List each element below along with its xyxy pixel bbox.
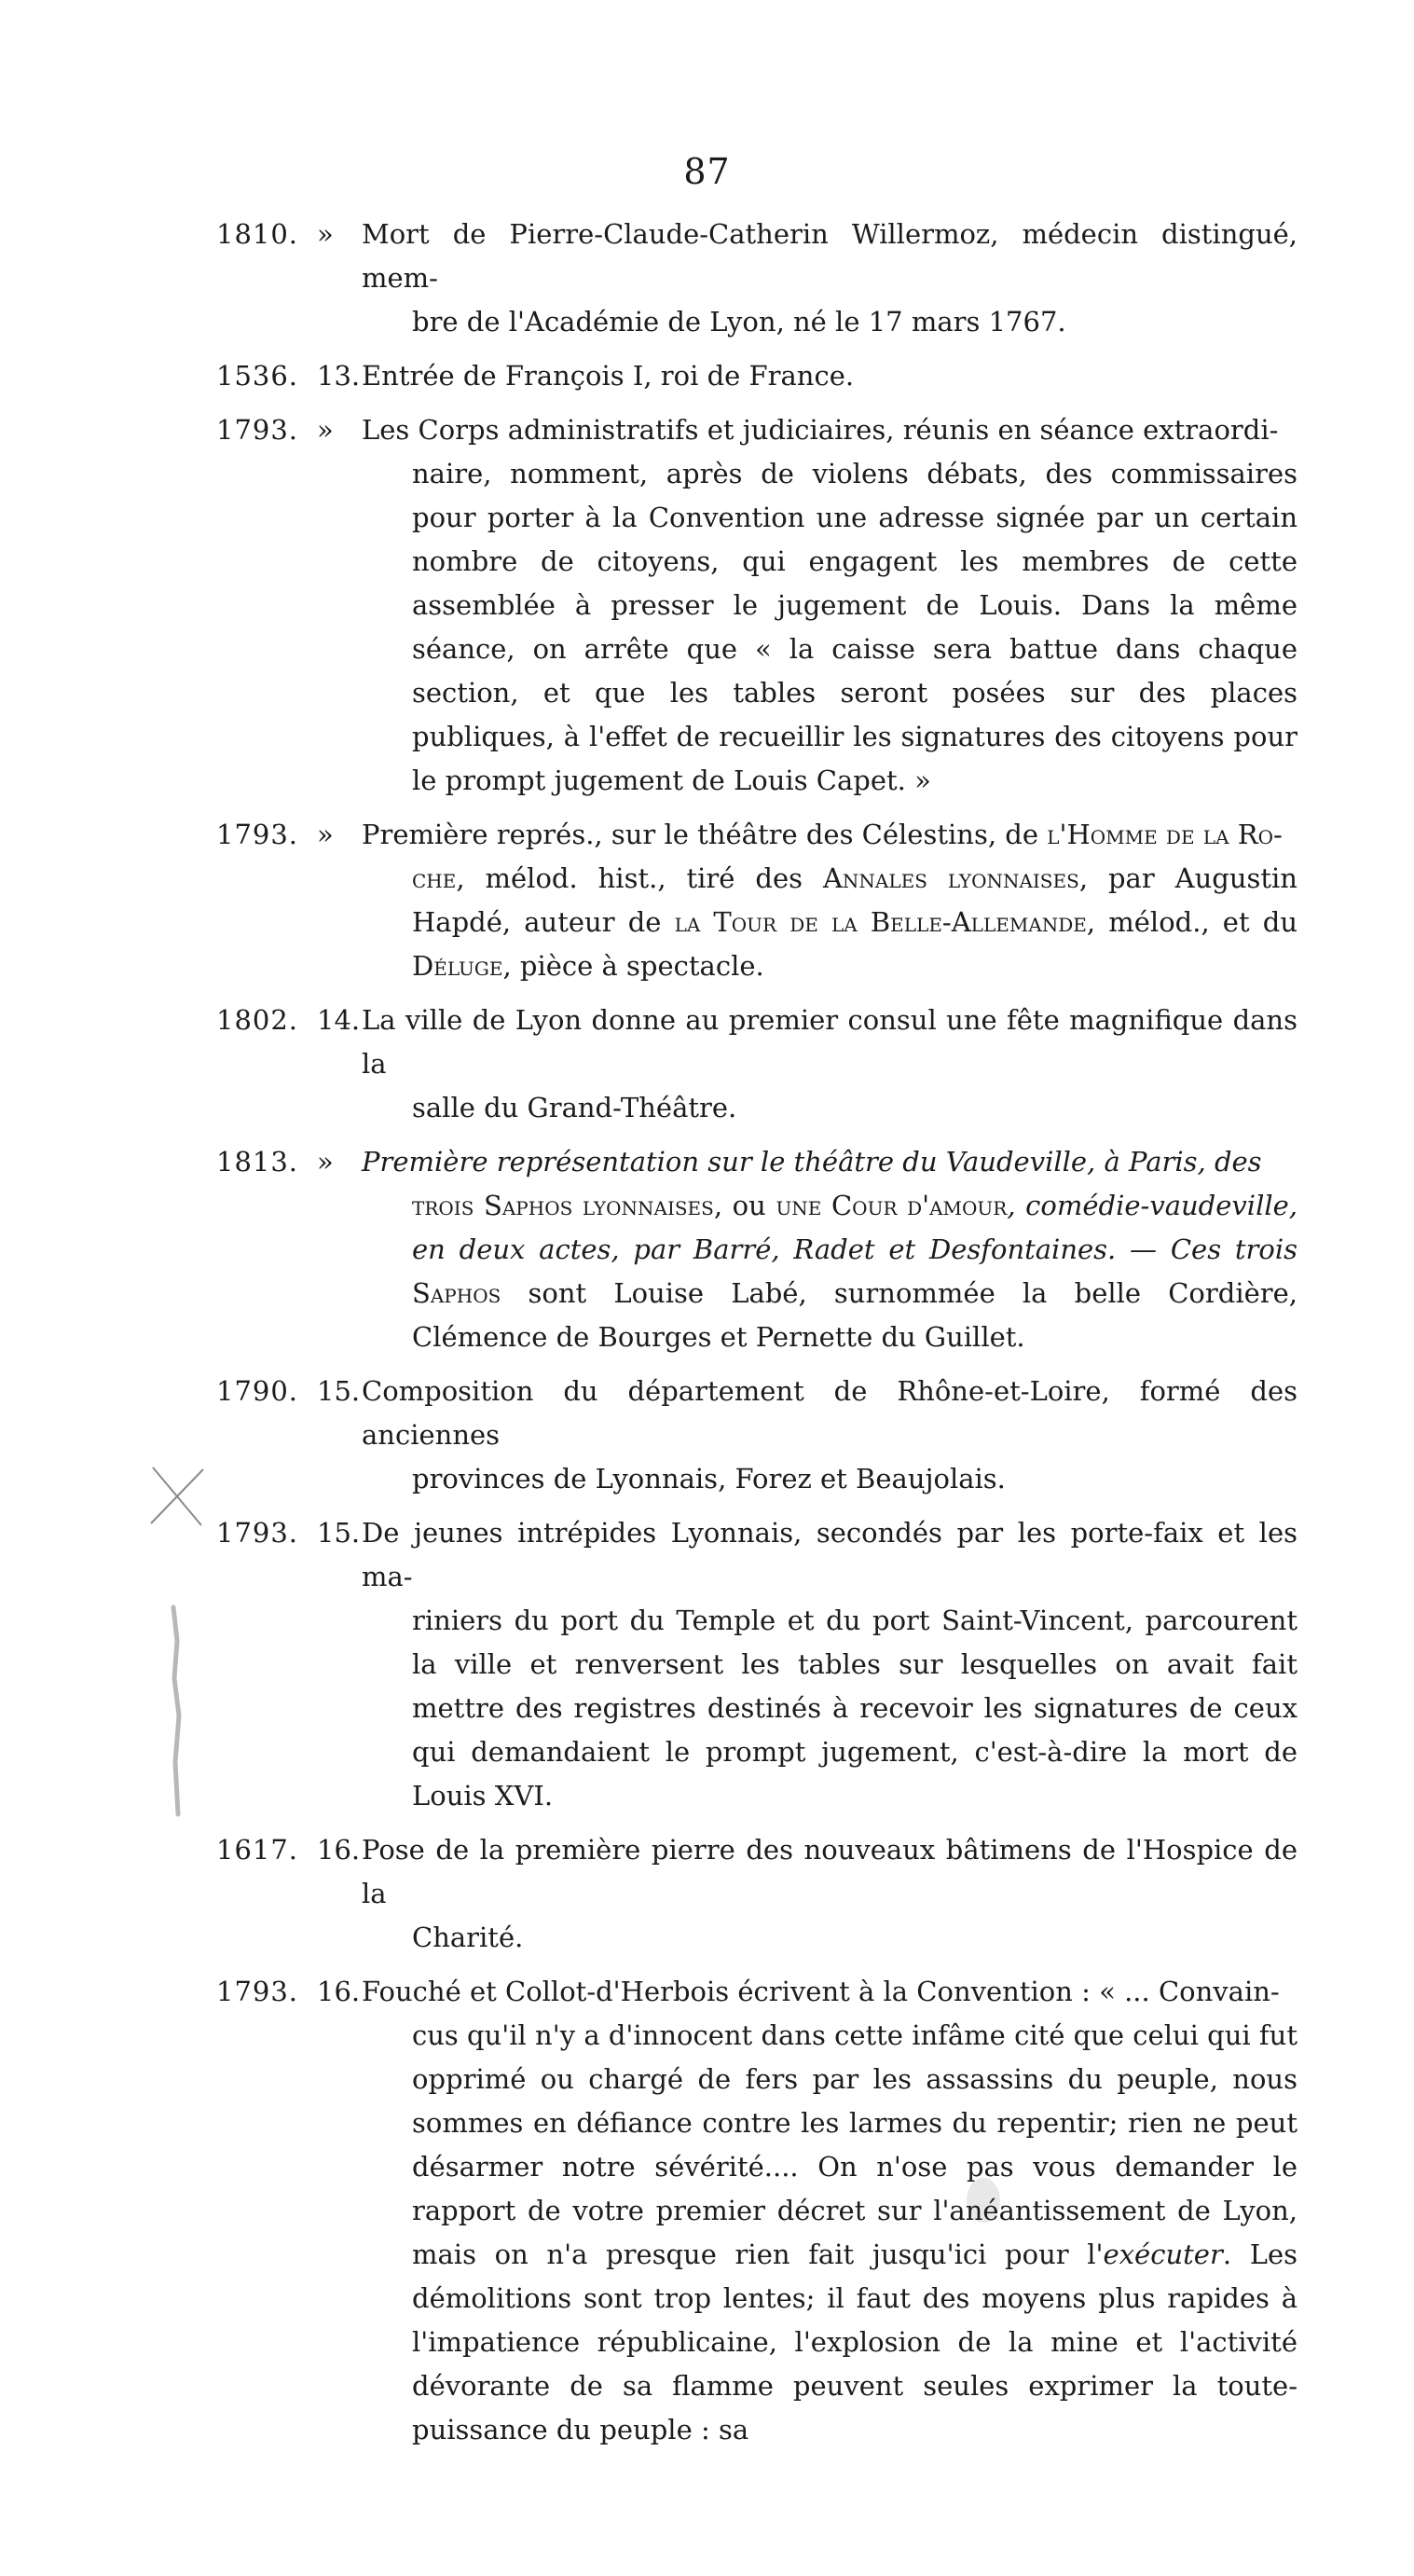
entry-day: 15. <box>317 1375 361 1407</box>
text-run: , mélod., et du <box>1086 906 1297 938</box>
text-run: , mélod. hist., tiré des <box>456 862 823 894</box>
entry-day: » <box>317 414 334 446</box>
text-run: , pièce à spectacle. <box>502 950 764 982</box>
text-run: Première représ., sur le théâtre des Célestins, de <box>362 819 1048 850</box>
entry-text: Composition du département de Rhône-et-Loire, formé des anciennes <box>362 1375 1297 1451</box>
entry-day: 14. <box>317 1004 361 1036</box>
entry-text-continued: salle du Grand-Théâtre. <box>412 1092 737 1123</box>
entry-text-continued: provinces de Lyonnais, Forez et Beaujolais. <box>412 1463 1006 1495</box>
text-run: cus qu'il n'y a d'innocent dans cette infâme cité que celui qui fut opprimé ou chargé de fers par les assassins du peuple, nous sommes en défiance contre les larmes du repentir; rien ne peut désarmer notre sévérité.... On n'ose pas vous demander le rapport de votre premier décret sur l'anéantissement de Lyon, mais on n'a presque rien fait jusqu'ici pour l' <box>412 2019 1297 2270</box>
entry-text-continued: naire, nomment, après de violens débats, des commissaires pour porter à la Convention une adresse signée par un certain nombre de citoyens, qui engagent les membres de cette assemblée à presser le jugement de Louis. Dans la même séance, on arrête que « la caisse sera battue dans chaque section, et que les tables seront posées sur des places publiques, à l'effet de recueillir les signatures des citoyens pour le prompt jugement de Louis Capet. » <box>412 458 1297 796</box>
entry-1793-fouche <box>216 1970 1297 2452</box>
text-run: sont Louise Labé, surnommée la belle Cordière, Clémence de Bourges et Pernette du Guillet. <box>412 1277 1297 1353</box>
name-run: Saphos <box>412 1277 501 1309</box>
play-subtitle: une Cour d'amour <box>776 1190 1008 1221</box>
entry-1813 <box>216 1140 1297 1359</box>
play-title: trois Saphos lyonnaises <box>412 1190 714 1221</box>
text-run: , comédie-vaudeville, en deux actes, par Barré, Radet et Desfontaines. — Ces trois <box>412 1190 1297 1265</box>
entry-text-continued <box>362 2014 1297 2452</box>
entry-1793-celestins <box>216 813 1297 988</box>
margin-cross-mark <box>147 1464 207 1529</box>
entry-text <box>362 813 1297 857</box>
entry-text: Les Corps administratifs et judiciaires, réunis en séance extraordi- <box>362 414 1279 446</box>
chronology-entries <box>216 213 1297 2462</box>
entry-year: 1810. <box>216 218 299 250</box>
entry-day: » <box>317 218 334 250</box>
text-run: , par Augustin Hapdé, auteur de <box>412 862 1297 938</box>
work-title: Déluge <box>412 950 503 982</box>
entry-text: Mort de Pierre-Claude-Catherin Willermoz, médecin distingué, mem- <box>362 218 1297 294</box>
entry-text: De jeunes intrépides Lyonnais, secondés par les porte-faix et les ma- <box>362 1517 1297 1592</box>
entry-1790 <box>216 1370 1297 1501</box>
margin-ink-smudge <box>160 1604 192 1818</box>
play-title-end: che <box>412 862 457 894</box>
entry-year: 1617. <box>216 1834 299 1866</box>
text-run: . Les démolitions sont trop lentes; il faut des moyens plus rapides à l'impatience républicaine, l'explosion de la mine et l'activité dévorante de sa flamme peuvent seules exprimer la toute-puissance du peuple : sa <box>412 2239 1297 2445</box>
work-title: la Tour de la Belle-Allemande <box>674 906 1087 938</box>
entry-day: 15. <box>317 1517 361 1549</box>
entry-1793-corps-administratifs <box>216 408 1297 803</box>
entry-text-continued <box>362 1184 1297 1359</box>
entry-year: 1793. <box>216 414 299 446</box>
entry-day: 13. <box>317 360 361 392</box>
entry-text: Première représentation sur le théâtre du Vaudeville, à Paris, des <box>362 1146 1262 1178</box>
entry-year: 1536. <box>216 360 299 392</box>
text-run: , ou <box>713 1190 776 1221</box>
entry-day: 16. <box>317 1976 361 2007</box>
entry-text-continued <box>362 857 1297 988</box>
entry-day: » <box>317 819 334 850</box>
entry-text-continued: bre de l'Académie de Lyon, né le 17 mars 1767. <box>412 306 1066 337</box>
entry-1810 <box>216 213 1297 344</box>
source-title: Annales lyonnaises <box>822 862 1079 894</box>
emphasis: exécuter <box>1103 2239 1223 2270</box>
page-number: 87 <box>683 151 731 192</box>
entry-day: » <box>317 1146 334 1178</box>
entry-year: 1793. <box>216 1517 299 1549</box>
entry-text: Entrée de François I, roi de France. <box>362 360 855 392</box>
entry-text: Pose de la première pierre des nouveaux bâtimens de l'Hospice de la <box>362 1834 1297 1909</box>
entry-year: 1790. <box>216 1375 299 1407</box>
entry-year: 1793. <box>216 819 299 850</box>
entry-text-continued: Charité. <box>412 1922 524 1953</box>
entry-text: Fouché et Collot-d'Herbois écrivent à la Convention : « ... Convain- <box>362 1976 1280 2007</box>
entry-1617 <box>216 1828 1297 1960</box>
entry-text: La ville de Lyon donne au premier consul une fête magnifique dans la <box>362 1004 1297 1080</box>
play-title: l'Homme de la Ro- <box>1047 819 1283 850</box>
entry-year: 1793. <box>216 1976 299 2007</box>
entry-year: 1813. <box>216 1146 299 1178</box>
entry-1802 <box>216 999 1297 1130</box>
entry-1536 <box>216 354 1297 398</box>
entry-1793-porte-faix <box>216 1511 1297 1818</box>
entry-year: 1802. <box>216 1004 299 1036</box>
entry-day: 16. <box>317 1834 361 1866</box>
entry-text-continued: riniers du port du Temple et du port Saint-Vincent, parcourent la ville et renversent les tables sur lesquelles on avait fait mettre des registres destinés à recevoir les signatures de ceux qui demandaient le prompt jugement, c'est-à-dire la mort de Louis XVI. <box>412 1605 1297 1811</box>
